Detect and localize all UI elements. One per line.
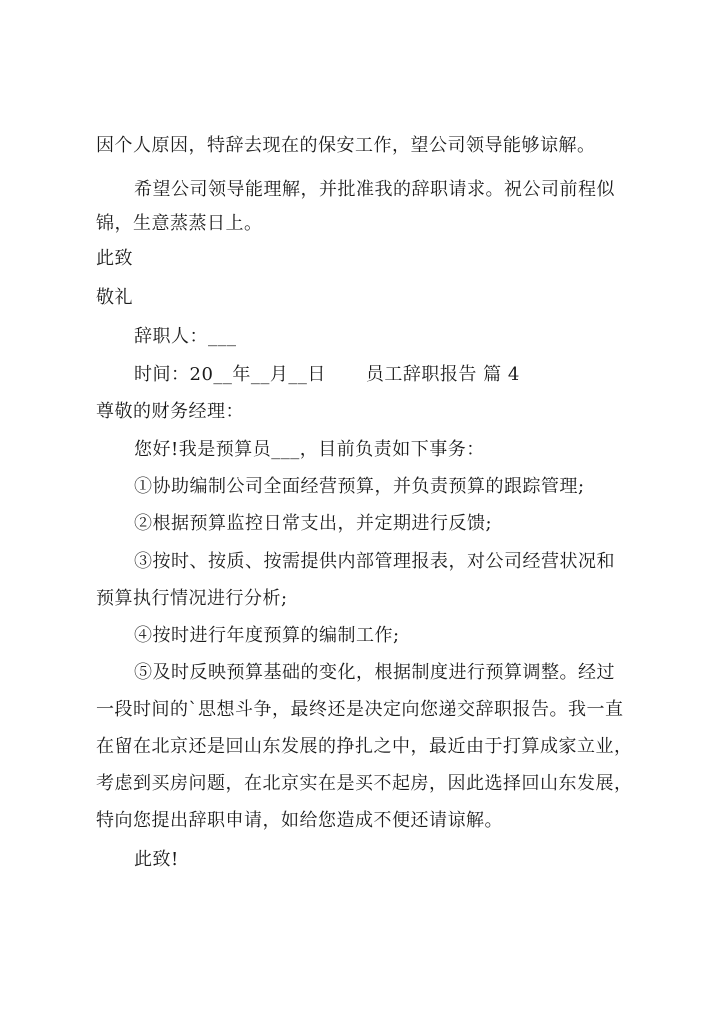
date-line — [134, 363, 520, 387]
closing-line: 此致! — [134, 849, 179, 870]
list-item: ②根据预算监控日常支出，并定期进行反馈; — [134, 513, 493, 534]
paragraph-line: 希望公司领导能理解，并批准我的辞职请求。祝公司前程似 — [134, 179, 615, 200]
salutation-line: 敬礼 — [96, 287, 133, 308]
paragraph-line: 您好!我是预算员___，目前负责如下事务： — [134, 439, 485, 460]
paragraph-line: 在留在北京还是回山东发展的挣扎之中，最近由于打算成家立业， — [96, 736, 633, 757]
list-item-continuation: 预算执行情况进行分析; — [96, 588, 288, 609]
paragraph-line: 特向您提出辞职申请，如给您造成不便还请谅解。 — [96, 810, 503, 831]
section-title: 员工辞职报告 篇 4 — [365, 364, 520, 385]
list-item: ①协助编制公司全面经营预算，并负责预算的跟踪管理; — [134, 476, 585, 497]
list-item: ③按时、按质、按需提供内部管理报表，对公司经营状况和 — [134, 551, 615, 572]
list-item: ⑤及时反映预算基础的变化，根据制度进行预算调整。经过 — [134, 662, 615, 683]
list-item: ④按时进行年度预算的编制工作; — [134, 625, 400, 646]
date-text: 时间：20__年__月__日 — [134, 364, 326, 385]
paragraph-line: 考虑到买房问题，在北京实在是买不起房，因此选择回山东发展， — [96, 773, 633, 794]
paragraph-line: 一段时间的`思想斗争，最终还是决定向您递交辞职报告。我一直 — [96, 699, 624, 720]
signature-line: 辞职人：___ — [134, 326, 237, 347]
closing-line: 此致 — [96, 248, 133, 269]
paragraph-line: 因个人原因，特辞去现在的保安工作，望公司领导能够谅解。 — [96, 135, 596, 156]
recipient-line: 尊敬的财务经理： — [96, 401, 244, 422]
paragraph-line: 锦，生意蒸蒸日上。 — [96, 213, 263, 234]
